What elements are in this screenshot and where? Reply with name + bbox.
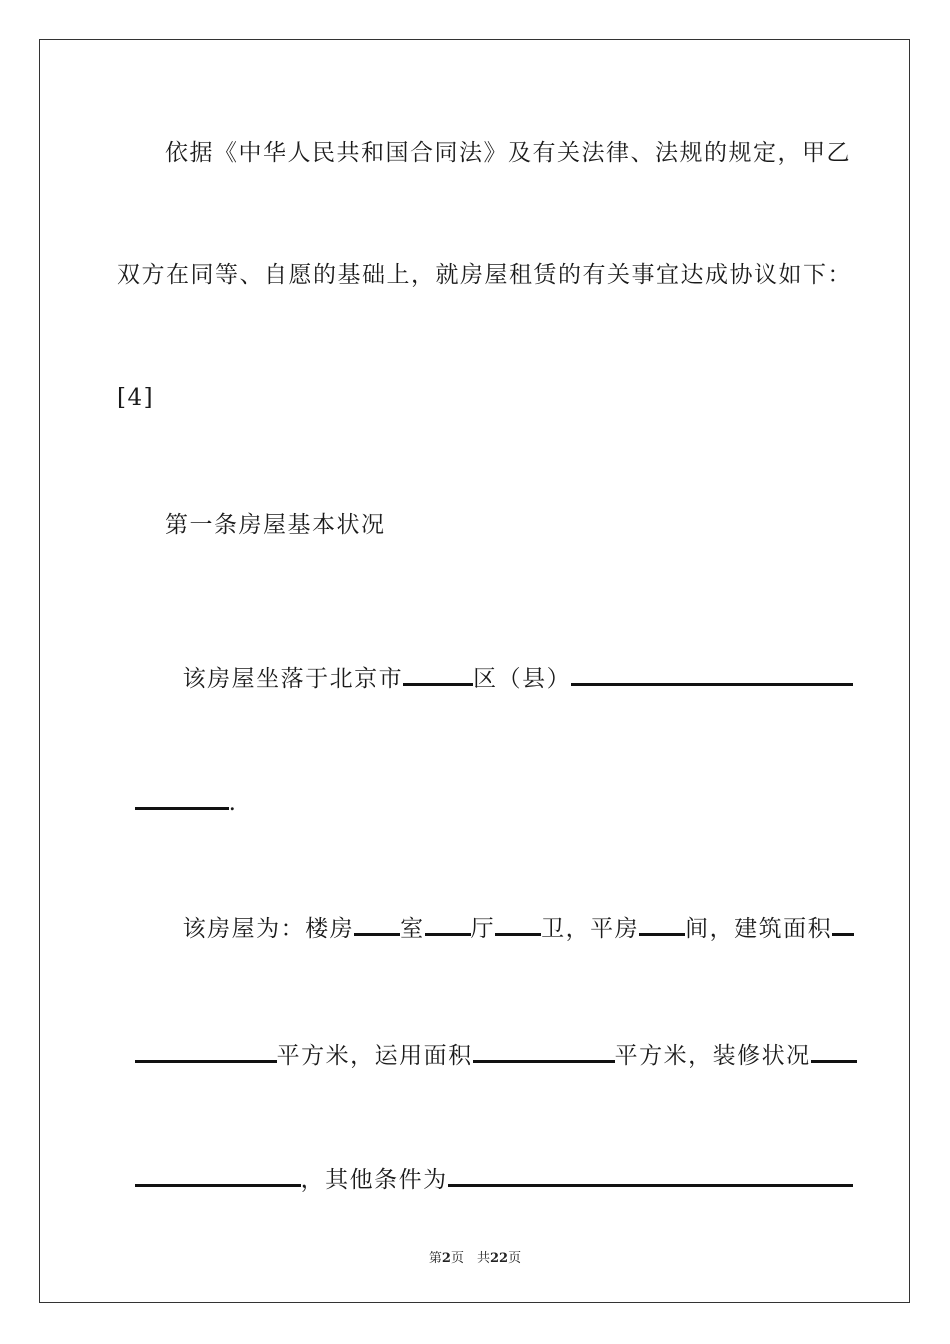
district-blank[interactable] — [403, 667, 473, 686]
hall-label: 厅 — [470, 916, 496, 942]
location-end: . — [228, 790, 238, 816]
section-title: 第一条房屋基本状况 — [165, 512, 386, 538]
bath-label: 卫，平房 — [541, 916, 640, 942]
paragraph-line: 双方在同等、自愿的基础上，就房屋租赁的有关事宜达成协议如下： — [117, 262, 852, 288]
hall-blank[interactable] — [425, 917, 471, 936]
reference-mark: [4] — [117, 385, 155, 411]
location-mid: 区（县） — [473, 666, 572, 692]
page-footer — [0, 1247, 950, 1266]
location-line — [165, 634, 833, 694]
room-type-prefix: 该房屋为：楼房 — [182, 916, 355, 942]
area-blank[interactable] — [832, 917, 854, 936]
area-line — [117, 1011, 833, 1071]
room-label: 室 — [400, 916, 425, 942]
room-type-line — [165, 884, 833, 944]
decoration-label: 平方米，装修状况 — [614, 1043, 811, 1069]
footer-mid: 页 共 — [450, 1251, 490, 1266]
location-prefix: 该房屋坐落于北京市 — [182, 666, 404, 692]
footer-suffix: 页 — [508, 1251, 522, 1266]
other-conditions-label: ，其他条件为 — [300, 1167, 448, 1193]
room-blank[interactable] — [354, 917, 400, 936]
other-conditions-line — [117, 1135, 833, 1195]
page-number: 2 — [441, 1251, 451, 1266]
bath-blank[interactable] — [495, 917, 541, 936]
other-conditions-blank[interactable] — [448, 1168, 853, 1187]
address-blank[interactable] — [571, 667, 853, 686]
location-line-continued — [117, 758, 833, 818]
decoration-blank[interactable] — [811, 1044, 857, 1063]
decoration-blank-continued[interactable] — [135, 1168, 301, 1187]
footer-prefix: 第 — [428, 1251, 442, 1266]
building-area-blank[interactable] — [135, 1044, 277, 1063]
usable-area-blank[interactable] — [473, 1044, 615, 1063]
bungalow-blank[interactable] — [639, 917, 685, 936]
usable-area-label: 平方米，运用面积 — [276, 1043, 473, 1069]
paragraph-line: 依据《中华人民共和国合同法》及有关法律、法规的规定，甲乙 — [165, 140, 851, 166]
area-label: 间，建筑面积 — [685, 916, 833, 942]
page-total: 22 — [489, 1251, 509, 1266]
address-blank-continued[interactable] — [135, 791, 229, 810]
